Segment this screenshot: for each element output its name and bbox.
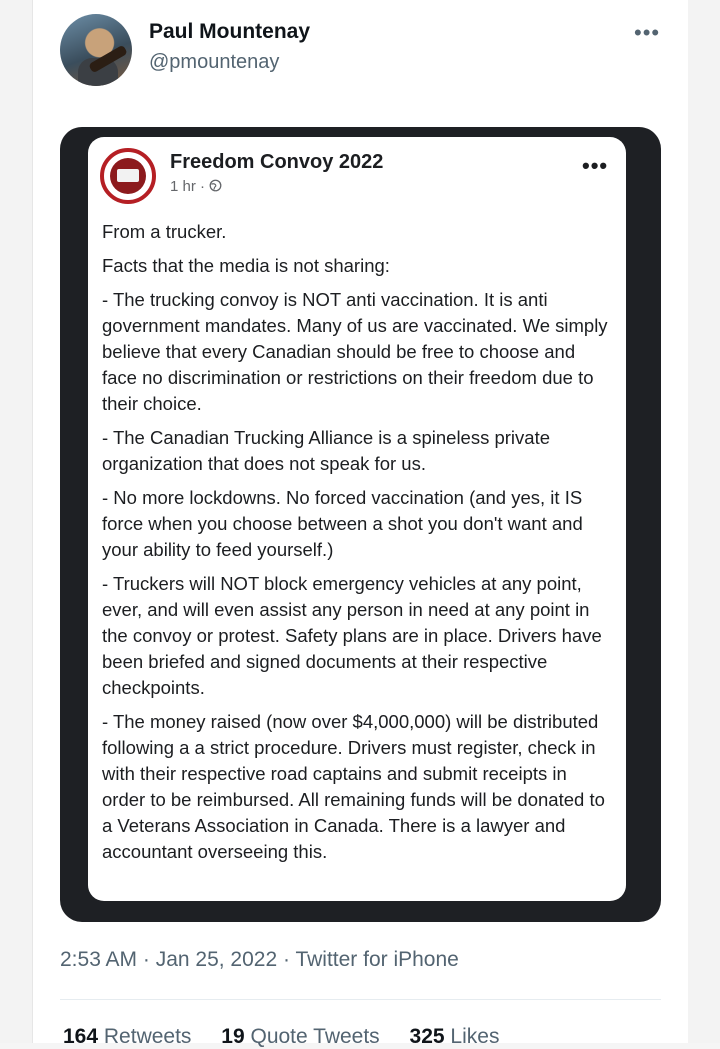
quote-tweets-stat[interactable] [221,1025,379,1048]
globe-icon [209,179,222,192]
right-edge-panel [687,0,720,1043]
page-name: Freedom Convoy 2022 [170,151,384,173]
retweets-label: Retweets [103,1025,192,1048]
author-name[interactable]: Paul Mountenay [149,20,311,43]
quotes-label: Quote Tweets [250,1025,380,1048]
truck-icon [117,169,139,182]
retweets-count: 164 [63,1025,99,1048]
post-paragraph: - The Canadian Trucking Alliance is a spineless private organization that does not speak for us. [102,427,551,474]
more-options-icon[interactable]: ••• [634,20,661,45]
post-time [170,178,222,195]
quotes-count: 19 [221,1025,245,1048]
embedded-facebook-post [88,137,626,901]
post-paragraph: - The money raised (now over $4,000,000) will be distributed following a a strict procedure. Drivers must register, check in with their respective road captains and submit receipts in order to be reimbursed. All remaining funds will be donated to a Veterans Association in Canada. There is a lawyer and accountant overseeing this. [102,711,605,862]
tweet-stats [63,1025,523,1049]
tweet-source[interactable]: Twitter for iPhone [295,948,459,971]
divider [60,999,661,1000]
post-paragraph: - Truckers will NOT block emergency vehicles at any point, ever, and will even assist any person in need at any point in the convoy or protest. Safety plans are in place. Drivers have been briefed and signed documents at their respective checkpoints. [102,573,602,698]
post-more-icon: ••• [582,153,609,178]
post-paragraph: - The trucking convoy is NOT anti vaccination. It is anti government mandates. Many of us are vaccinated. We simply believe that every Canadian should be free to choose and face no discrimination or restrictions on their freedom due to their choice. [102,289,608,414]
avatar[interactable] [60,14,132,86]
post-body [102,219,614,865]
tweet-card [33,0,688,1048]
likes-stat[interactable] [410,1025,500,1048]
post-paragraph: From a trucker. [102,221,227,242]
author-handle[interactable]: @pmountenay [149,51,280,73]
post-time-text: 1 hr · [170,178,210,195]
tweet-timestamp[interactable]: 2:53 AM · Jan 25, 2022 · [60,948,296,971]
likes-count: 325 [409,1025,445,1048]
post-paragraph: - No more lockdowns. No forced vaccination (and yes, it IS force when you choose between a shot you don't want and your ability to feed yourself.) [102,487,583,560]
page-logo [100,148,156,204]
tweet-meta [60,948,459,972]
likes-label: Likes [450,1025,500,1048]
left-edge-panel [0,0,33,1043]
retweets-stat[interactable] [63,1025,191,1048]
post-paragraph: Facts that the media is not sharing: [102,255,390,276]
